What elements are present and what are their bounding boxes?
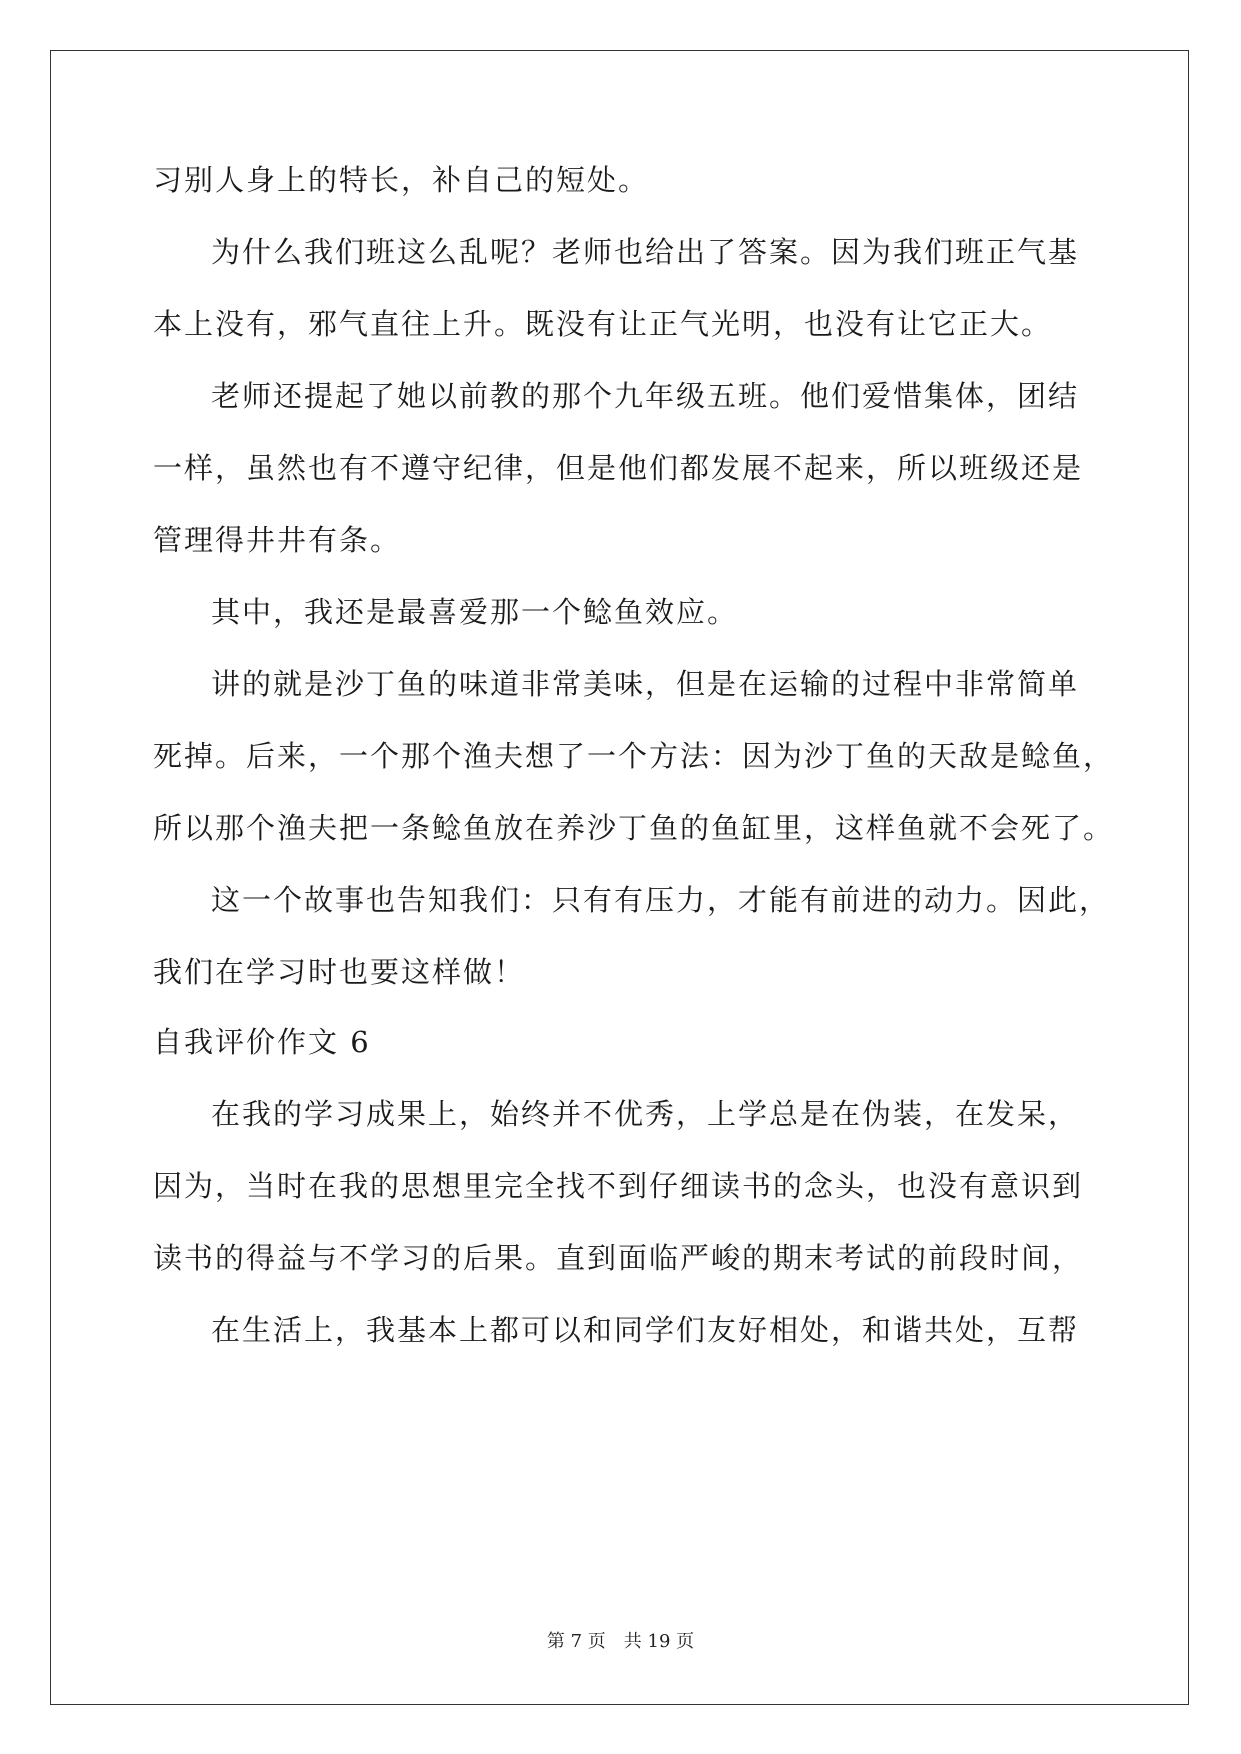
paragraph-first-line: 为什么我们班这么乱呢？老师也给出了答案。因为我们班正气基 (211, 235, 1080, 269)
text-line: 管理得井井有条。 (153, 523, 402, 557)
page-border (50, 50, 1189, 1705)
text-line: 因为，当时在我的思想里完全找不到仔细读书的念头，也没有意识到 (153, 1169, 1084, 1203)
paragraph-first-line: 这一个故事也告知我们：只有有压力，才能有前进的动力。因此， (211, 883, 1111, 917)
paragraph-first-line: 在我的学习成果上，始终并不优秀，上学总是在伪装，在发呆， (211, 1097, 1080, 1131)
paragraph-first-line: 讲的就是沙丁鱼的味道非常美味，但是在运输的过程中非常简单 (211, 667, 1080, 701)
paragraph-first-line: 老师还提起了她以前教的那个九年级五班。他们爱惜集体，团结 (211, 379, 1080, 413)
text-line: 所以那个渔夫把一条鲶鱼放在养沙丁鱼的鱼缸里，这样鱼就不会死了。 (153, 811, 1115, 845)
text-line: 死掉。后来，一个那个渔夫想了一个方法：因为沙丁鱼的天敌是鲶鱼， (153, 739, 1115, 773)
text-line: 本上没有，邪气直往上升。既没有让正气光明，也没有让它正大。 (153, 307, 1053, 341)
paragraph-first-line: 其中，我还是最喜爱那一个鲶鱼效应。 (211, 595, 739, 629)
text-line: 读书的得益与不学习的后果。直到面临严峻的期末考试的前段时间， (153, 1241, 1084, 1275)
page-number-footer: 第 7 页 共 19 页 (546, 1631, 695, 1652)
text-line: 我们在学习时也要这样做！ (153, 955, 526, 989)
paragraph-first-line: 在生活上，我基本上都可以和同学们友好相处，和谐共处，互帮 (211, 1313, 1080, 1347)
text-line: 习别人身上的特长，补自己的短处。 (153, 163, 650, 197)
text-line: 一样，虽然也有不遵守纪律，但是他们都发展不起来，所以班级还是 (153, 451, 1084, 485)
section-heading: 自我评价作文 6 (153, 1025, 371, 1059)
